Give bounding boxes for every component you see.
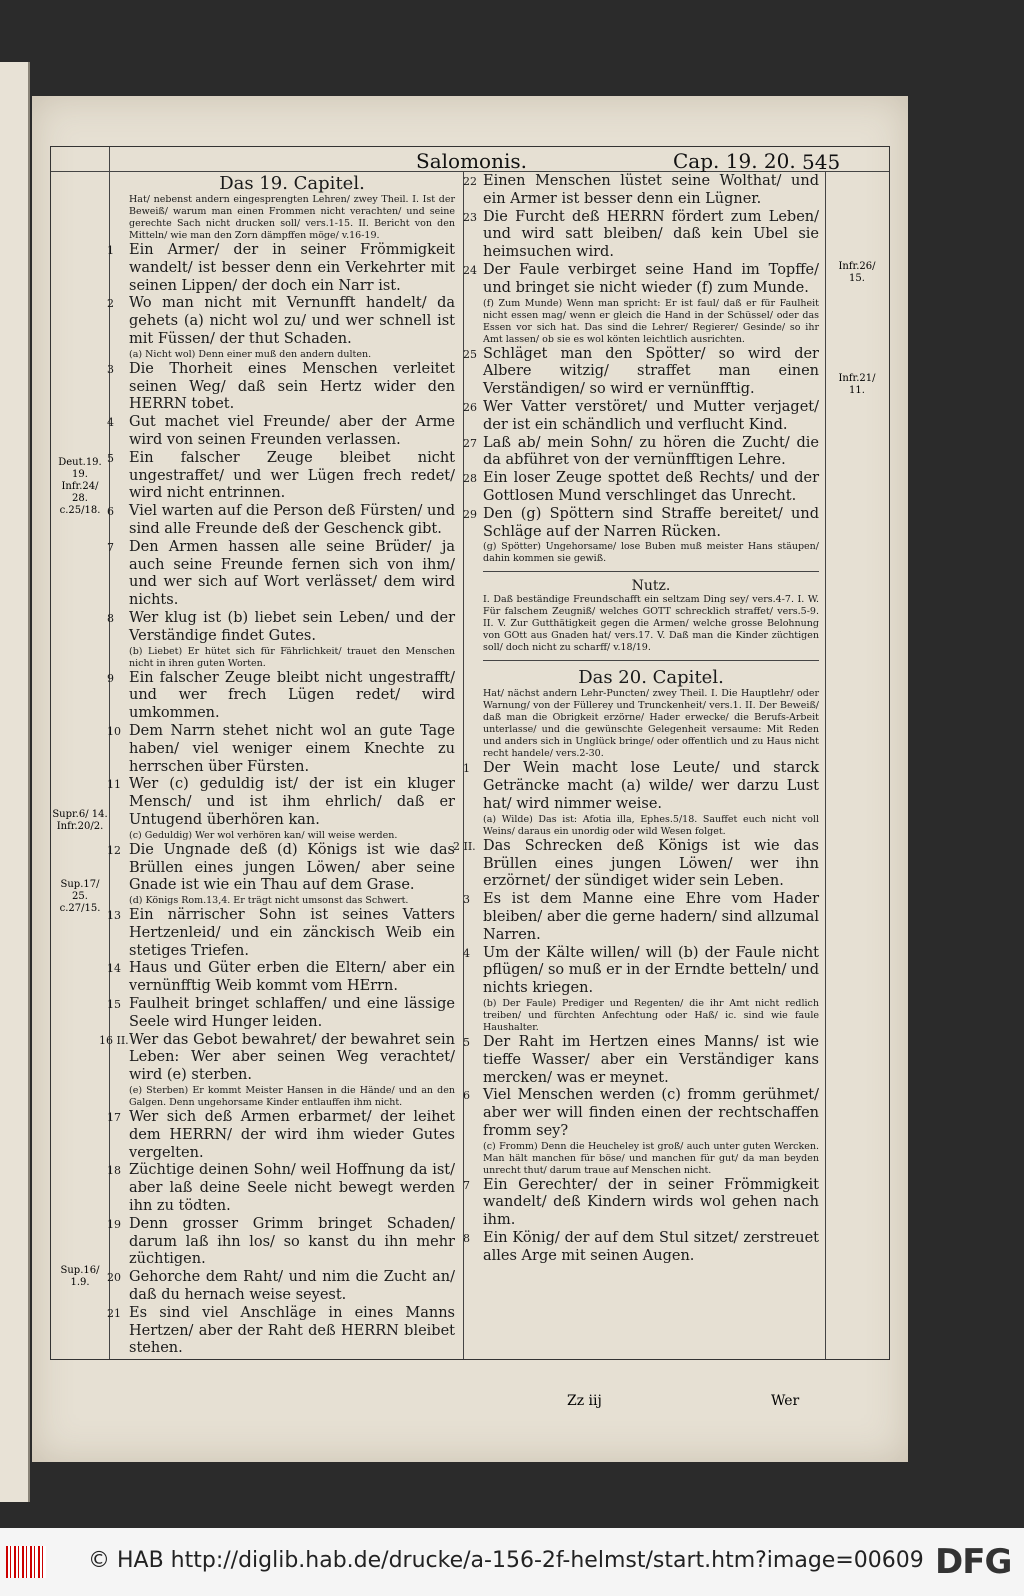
verse xyxy=(107,1162,455,1215)
verse xyxy=(107,538,455,610)
verse-text: Wer klug ist (b) liebet sein Leben/ und der Verständige findet Gutes. xyxy=(129,609,455,644)
verse-text: Ein Gerechter/ der in seiner Frömmigkeit wandelt/ deß Kindern wirds wol gehen nach ihm. xyxy=(483,1176,819,1229)
running-title: Salomonis. xyxy=(416,149,527,173)
verse-number: 12 xyxy=(107,843,121,857)
verse-number: 26 xyxy=(463,400,477,414)
verse-number: 15 xyxy=(107,998,121,1012)
verse xyxy=(463,470,819,506)
verse-number: 9 xyxy=(107,671,114,685)
verse-number: 5 xyxy=(107,451,114,465)
verse xyxy=(107,776,455,829)
gloss: (a) Wilde) Das ist: Afotia illa, Ephes.5/18. Sauffet euch nicht voll Weins/ daraus ein unordig oder wild Wesen folget. xyxy=(483,813,819,837)
verse-number: 4 xyxy=(107,416,114,430)
page-number: 545 xyxy=(802,150,841,174)
chapter-reference: Cap. 19. 20. xyxy=(673,149,796,173)
verse-number: 23 xyxy=(463,210,477,224)
chapter-title: Das 19. Capitel. xyxy=(219,173,365,194)
verse xyxy=(463,261,819,298)
verse xyxy=(107,1269,455,1305)
gloss: (e) Sterben) Er kommt Meister Hansen in die Hände/ und an den Galgen. Denn ungehorsame Kinder entlauffen ihm nicht. xyxy=(129,1085,455,1109)
verse xyxy=(463,434,819,471)
gloss: (c) Fromm) Denn die Heucheley ist groß/ auch unter guten Wercken. Man hält manchen für böse/ und manchen für gut/ da man beyden unrecht thut/ darum traue auf Menschen nicht. xyxy=(483,1140,819,1176)
verse-number: 17 xyxy=(107,1111,121,1125)
verse-text: Die Furcht deß HERRN fördert zum Leben/ und wird satt bleiben/ daß kein Ubel sie heimsuchen wird. xyxy=(483,208,819,261)
gloss: (c) Geduldig) Wer wol verhören kan/ will weise werden. xyxy=(129,829,398,841)
gloss: (d) Königs Rom.13,4. Er trägt nicht umsonst das Schwert. xyxy=(129,895,409,907)
margin-ref: Supr.6/ 14. Infr.20/2. xyxy=(52,809,108,832)
verse-number: 18 xyxy=(107,1164,121,1178)
verse-text: Haus und Güter erben die Eltern/ aber ein vernünfftig Weib kommt vom HErrn. xyxy=(129,960,455,995)
viewer-footer xyxy=(0,1528,1024,1596)
verse xyxy=(463,173,819,209)
chapter-title: Das 20. Capitel. xyxy=(578,667,724,689)
gloss: (b) Liebet) Er hütet sich für Fährlichkeit/ trauet den Menschen nicht in ihren guten Worten. xyxy=(129,645,455,669)
verse xyxy=(463,1230,819,1266)
verse-number: 22 xyxy=(463,175,477,188)
verse xyxy=(463,944,819,998)
verse-number: 8 xyxy=(463,1232,470,1246)
verse-text: Laß ab/ mein Sohn/ zu hören die Zucht/ die da abführet von der vernünfftigen Lehre. xyxy=(483,434,819,469)
right-column xyxy=(453,173,819,1266)
verse-text: Um der Kälte willen/ will (b) der Faule nicht pflügen/ so muß er in der Erndte betteln/ und nichts kriegen. xyxy=(483,944,819,997)
verse-number: 25 xyxy=(463,347,477,361)
verse xyxy=(107,414,455,450)
verse xyxy=(107,242,455,295)
barcode-icon xyxy=(6,1546,46,1578)
verse-text: Gut machet viel Freunde/ aber der Arme wird von seinen Freunden verlassen. xyxy=(129,414,455,448)
verse xyxy=(107,360,455,414)
verse-text: Der Raht im Hertzen eines Manns/ ist wie tieffe Wasser/ aber ein Verständiger kans mercken/ was er meynet. xyxy=(483,1033,819,1086)
verse-number: 20 xyxy=(107,1271,121,1285)
verse xyxy=(107,449,455,503)
verse-text: Die Thorheit eines Menschen verleitet seinen Weg/ daß sein Hertz wider den HERRN tobet. xyxy=(129,360,455,413)
verse-text: Den Armen hassen alle seine Brüder/ ja auch seine Freunde fernen sich von ihm/ und wer sich auf Wort verlässet/ dem wird nichts. xyxy=(129,538,455,609)
nutz-heading: Nutz. xyxy=(631,578,671,595)
margin-ref: Infr.21/ 11. xyxy=(838,373,876,396)
verse-number: 28 xyxy=(463,472,477,486)
gloss: (f) Zum Munde) Wenn man spricht: Er ist faul/ daß er für Faulheit nicht essen mag/ wenn er gleich die Hand in der Schüssel/ oder das Essen vor sich hat. Das sind die Lehrer/ Regierer/ Gesinde/ so ihr Amt lassen/ ob sie es wol könten leichtlich ausrichten. xyxy=(483,297,819,345)
verse xyxy=(453,837,819,891)
verse xyxy=(463,208,819,262)
verse xyxy=(463,891,819,944)
verse-text: Dem Narrn stehet nicht wol an gute Tage haben/ viel weniger einem Knechte zu herrschen über Fürsten. xyxy=(129,722,455,775)
verse xyxy=(107,295,455,348)
verse-number: 29 xyxy=(463,507,477,521)
verse-number: 19 xyxy=(107,1217,121,1231)
verse-number: 1 xyxy=(463,762,470,776)
verse xyxy=(463,760,819,813)
verse-text: Das Schrecken deß Königs ist wie das Brüllen eines jungen Löwen/ wer ihn erzörnet/ der sündiget wider sein Leben. xyxy=(483,837,819,890)
book-page xyxy=(32,96,908,1462)
verse-text: Viel warten auf die Person deß Fürsten/ und sind alle Freunde deß der Geschenck gibt. xyxy=(129,503,455,537)
verse-number: 2 xyxy=(107,297,114,311)
margin-ref: Sup.17/ 25. c.27/15. xyxy=(59,879,101,914)
verse-number: 27 xyxy=(463,436,477,450)
verse-number: 24 xyxy=(463,263,477,277)
verse xyxy=(99,1031,455,1085)
verse-text: Ein Armer/ der in seiner Frömmigkeit wandelt/ ist besser denn ein Verkehrter mit seinen Lippen/ der doch ein Narr ist. xyxy=(129,242,455,294)
verse-text: Der Faule verbirget seine Hand im Topffe/ und bringet sie nicht wieder (f) zum Munde. xyxy=(483,261,819,296)
verse-text: Faulheit bringet schlaffen/ und eine lässige Seele wird Hunger leiden. xyxy=(129,996,455,1030)
verse-number: 4 xyxy=(463,946,470,960)
verse-number: 14 xyxy=(107,962,121,976)
verse-number: 13 xyxy=(107,909,121,923)
verse-number: 5 xyxy=(463,1035,470,1049)
verse-number: 1 xyxy=(107,244,114,257)
verse xyxy=(463,505,819,542)
margin-ref: Infr.26/ 15. xyxy=(838,261,876,284)
chapter-summary: Hat/ nächst andern Lehr-Puncten/ zwey Theil. I. Die Hauptlehr/ oder Warnung/ von der Füllerey und Trunckenheit/ vers.1. II. Der Beweiß/ daß man die Obrigkeit erzörne/ Hader erwecke/ die Berufs-Arbeit unterlasse/ und die gewünschte Gelegenheit versaume: Mit Reden und anders sich in Unglück bringe/ oder offentlich und zu Haus nicht recht handele/ vers.2-30. xyxy=(483,688,819,760)
gloss: (g) Spötter) Ungehorsame/ lose Buben muß meister Hans stäupen/ dahin kommen sie gewiß. xyxy=(483,541,819,565)
verse xyxy=(107,503,455,539)
verse xyxy=(107,609,455,646)
verse-number: 2 II. xyxy=(453,839,476,853)
verse xyxy=(463,398,819,435)
verse-text: Wer das Gebot bewahret/ der bewahret sein Leben: Wer aber seinen Weg verachtet/ wird (e) sterben. xyxy=(129,1031,455,1084)
dfg-logo: DFG xyxy=(935,1542,1012,1582)
verse-text: Die Ungnade deß (d) Königs ist wie das Brüllen eines jungen Löwen/ aber seine Gnade ist wie ein Thau auf dem Grase. xyxy=(129,841,455,894)
verse-text: Wo man nicht mit Vernunfft handelt/ da gehets (a) nicht wol zu/ und wer schnell ist mit Füssen/ der thut Schaden. xyxy=(129,295,455,347)
verse-text: Es ist dem Manne eine Ehre vom Hader bleiben/ aber die gerne hadern/ sind allzumal Narren. xyxy=(483,891,819,943)
verse xyxy=(107,1215,455,1269)
verse-text: Ein loser Zeuge spottet deß Rechts/ und der Gottlosen Mund verschlinget das Unrecht. xyxy=(483,470,819,504)
verse-text: Gehorche dem Raht/ und nim die Zucht an/ daß du hernach weise seyest. xyxy=(129,1269,455,1304)
verse-text: Ein falscher Zeuge bleibt nicht ungestrafft/ und wer frech Lügen redet/ wird umkommen. xyxy=(129,669,455,722)
gloss: (a) Nicht wol) Denn einer muß den andern dulten. xyxy=(129,348,372,360)
catchword: Wer xyxy=(771,1393,800,1409)
section-rule xyxy=(483,660,819,661)
verse xyxy=(107,1304,455,1358)
verse-text: Ein närrischer Sohn ist seines Vatters Hertzenleid/ und ein zänckisch Weib ein stetiges Triefen. xyxy=(129,907,455,959)
verse xyxy=(107,1109,455,1162)
verse xyxy=(107,669,455,723)
signature-mark: Zz iij xyxy=(567,1393,602,1409)
verse-number: 7 xyxy=(463,1178,470,1192)
verse-text: Den (g) Spöttern sind Straffe bereitet/ und Schläge auf der Narren Rücken. xyxy=(483,505,819,540)
margin-ref: Deut.19. 19. Infr.24/ 28. c.25/18. xyxy=(58,457,102,516)
verse-number: 21 xyxy=(107,1306,121,1320)
verse xyxy=(463,1033,819,1087)
verse xyxy=(463,1176,819,1230)
verse xyxy=(463,1087,819,1140)
verse-number: 7 xyxy=(107,540,114,554)
verse xyxy=(107,960,455,996)
verse-text: Wer sich deß Armen erbarmet/ der leihet dem HERRN/ der wird ihm wieder Gutes vergelten. xyxy=(129,1109,455,1161)
verse xyxy=(463,345,819,399)
verse-number: 8 xyxy=(107,611,114,625)
facing-page-edge xyxy=(0,62,30,1502)
verse-text: Einen Menschen lüstet seine Wolthat/ und ein Armer ist besser denn ein Lügner. xyxy=(483,173,819,207)
verse-number: 11 xyxy=(107,778,121,792)
verse xyxy=(107,907,455,960)
verse xyxy=(107,722,455,776)
gloss: (b) Der Faule) Prediger und Regenten/ die ihr Amt nicht redlich treiben/ und fürchten Anfechtung oder Haß/ ic. sind wie faule Haushalter. xyxy=(483,997,819,1033)
verse-text: Wer (c) geduldig ist/ der ist ein kluger Mensch/ und ist ihm ehrlich/ daß er Untugend überhören kan. xyxy=(129,776,455,828)
verse-number: 16 II. xyxy=(99,1033,129,1047)
verse xyxy=(107,996,455,1032)
verse-text: Ein falscher Zeuge bleibet nicht ungestraffet/ und wer Lügen frech redet/ wird nicht entrinnen. xyxy=(129,449,455,502)
verse-text: Es sind viel Anschläge in eines Manns Hertzen/ aber der Raht deß HERRN bleibet stehen. xyxy=(129,1304,455,1357)
verse-text: Viel Menschen werden (c) fromm gerühmet/ aber wer will finden einen der rechtschaffen fromm sey? xyxy=(483,1087,819,1139)
verse-text: Wer Vatter verstöret/ und Mutter verjaget/ der ist ein schändlich und verflucht Kind. xyxy=(483,398,819,433)
verse xyxy=(107,841,455,895)
verse-number: 3 xyxy=(463,893,470,907)
source-url[interactable]: © HAB http://diglib.hab.de/drucke/a-156-2f-helmst/start.htm?image=00609 xyxy=(88,1548,924,1573)
verse-number: 3 xyxy=(107,362,114,376)
right-margin-rule xyxy=(825,171,826,1359)
page-frame xyxy=(50,146,890,1409)
section-rule xyxy=(483,571,819,572)
left-column xyxy=(99,173,455,1358)
chapter-summary: Hat/ nebenst andern eingesprengten Lehren/ zwey Theil. I. Ist der Beweiß/ warum man einen Frommen nicht verachten/ und seine gerechte Sach nicht drucken soll/ vers.1-15. II. Bericht von den Mitteln/ wie man den Zorn dämpffen möge/ v.16-19. xyxy=(129,194,455,241)
verse-text: Denn grosser Grimm bringet Schaden/ darum laß ihn los/ so kanst du ihn mehr züchtigen. xyxy=(129,1215,455,1268)
verse-text: Der Wein macht lose Leute/ und starck Geträncke macht (a) wilde/ wer darzu Lust hat/ wird nimmer weise. xyxy=(483,760,819,812)
verse-text: Züchtige deinen Sohn/ weil Hoffnung da ist/ aber laß deine Seele nicht bewegt werden ihn zu tödten. xyxy=(129,1162,455,1215)
margin-ref: Sup.16/ 1.9. xyxy=(60,1265,100,1288)
nutz-text: I. Daß beständige Freundschafft ein seltzam Ding sey/ vers.4-7. I. W. Für falschem Zeugniß/ welches GOTT schrecklich straffet/ vers.5-9. II. V. Zur Gutthätigkeit gegen die Armen/ welche grosse Belohnung von GOtt aus Gnaden hat/ vers.17. V. Daß man die Kinder züchtigen soll/ doch nicht zu scharff/ v.18/19. xyxy=(483,594,819,654)
verse-text: Schläget man den Spötter/ so wird der Albere witzig/ straffet man einen Verständigen/ so wird er vernünfftig. xyxy=(483,345,819,398)
verse-number: 6 xyxy=(463,1089,470,1103)
verse-text: Ein König/ der auf dem Stul sitzet/ zerstreuet alles Arge mit seinen Augen. xyxy=(483,1230,819,1264)
verse-number: 10 xyxy=(107,724,121,738)
verse-number: 6 xyxy=(107,505,114,519)
